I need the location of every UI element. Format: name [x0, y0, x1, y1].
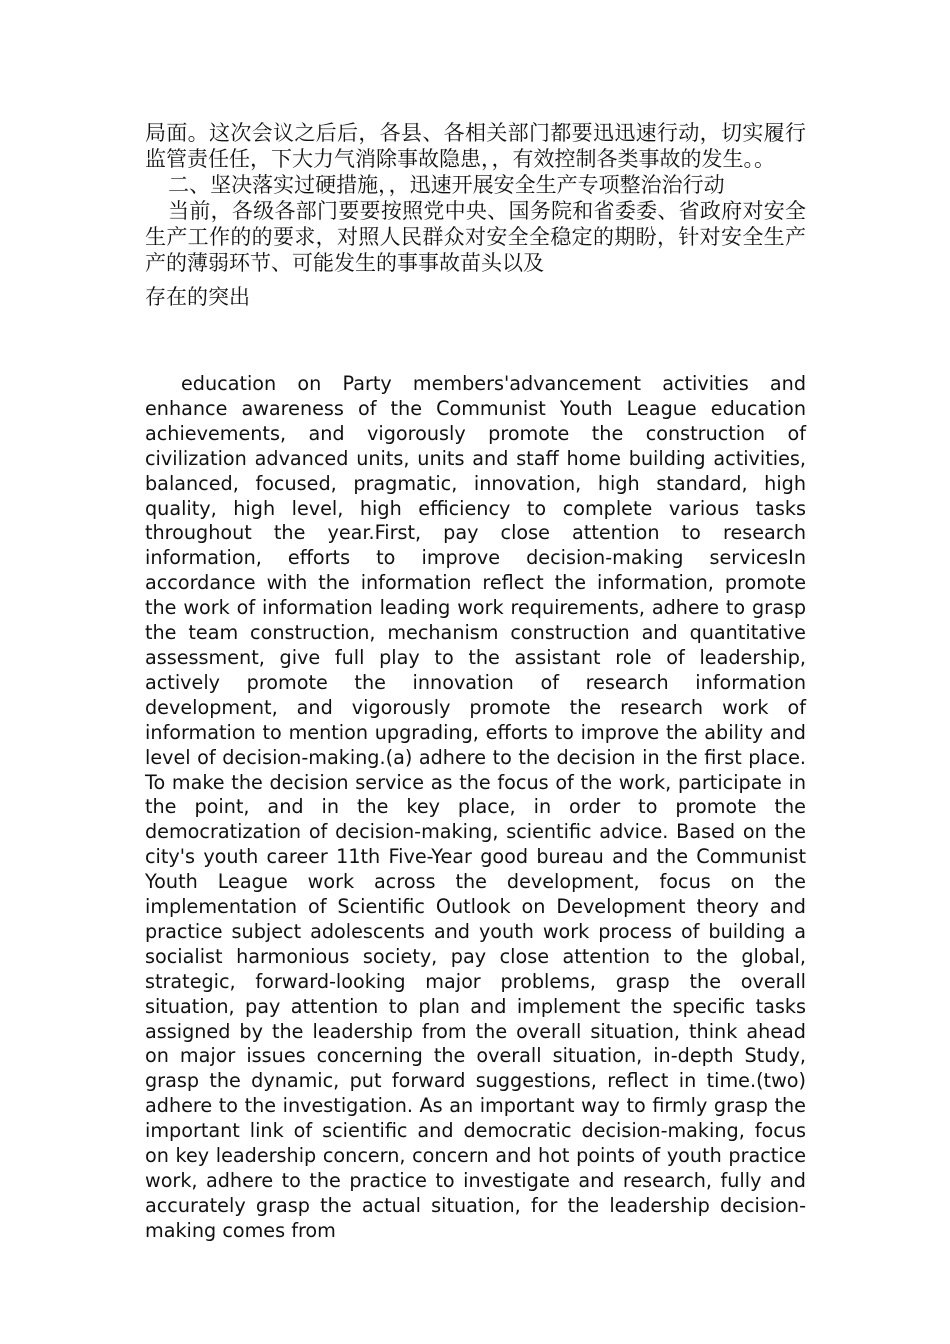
chinese-paragraph-2: 当前，各级各部门要要按照党中央、国务院和省委委、省政府对安全生产工作的的要求，对照人民群众对安全全稳定的期盼，针对安全生产产的薄弱环节、可能发生的事事故苗头以及	[145, 199, 806, 275]
chinese-paragraph-1: 局面。这次会议之后后，各县、各相关部门都要迅迅速行动，切实履行监管责任任，下大力气消除事故隐患，，有效控制各类事故的发生。。	[145, 121, 806, 171]
english-text-block	[145, 372, 806, 1244]
chinese-paragraph-2-tail: 存在的突出	[145, 285, 250, 309]
english-body-paragraph: education on Party members'advancement activities and enhance awareness of the Communist Youth League education achievements, and vigorously promote the construction of civilization advanced units, units and staff home building activities, balanced, focused, pragmatic, innovation, high standard, high quality, high level, high efficiency to complete various tasks throughout the year.First, pay close attention to research information, efforts to improve decision-making servicesIn accordance with the information reflect the information, promote the work of information leading work requirements, adhere to grasp the team construction, mechanism construction and quantitative assessment, give full play to the assistant role of leadership, actively promote the innovation of research information development, and vigorously promote the research work of information to mention upgrading, efforts to improve the ability and level of decision-making.(a) adhere to the decision in the first place. To make the decision service as the focus of the work, participate in the point, and in the key place, in order to promote the democratization of decision-making, scientific advice. Based on the city's youth career 11th Five-Year good bureau and the Communist Youth League work across the development, focus on the implementation of Scientific Outlook on Development theory and practice subject adolescents and youth work process of building a socialist harmonious society, pay close attention to the global, strategic, forward-looking major problems, grasp the overall situation, pay attention to plan and implement the specific tasks assigned by the leadership from the overall situation, think ahead on major issues concerning the overall situation, in-depth Study, grasp the dynamic, put forward suggestions, reflect in time.(two) adhere to the investigation. As an important way to firmly grasp the important link of scientific and democratic decision-making, focus on key leadership concern, concern and hot points of youth practice work, adhere to the practice to investigate and research, fully and accurately grasp the actual situation, for the leadership decision-making comes from	[145, 372, 806, 1242]
chinese-text-block	[145, 120, 806, 310]
chinese-section-heading: 二、坚决落实过硬措施，，迅速开展安全生产专项整治治行动	[168, 173, 725, 197]
